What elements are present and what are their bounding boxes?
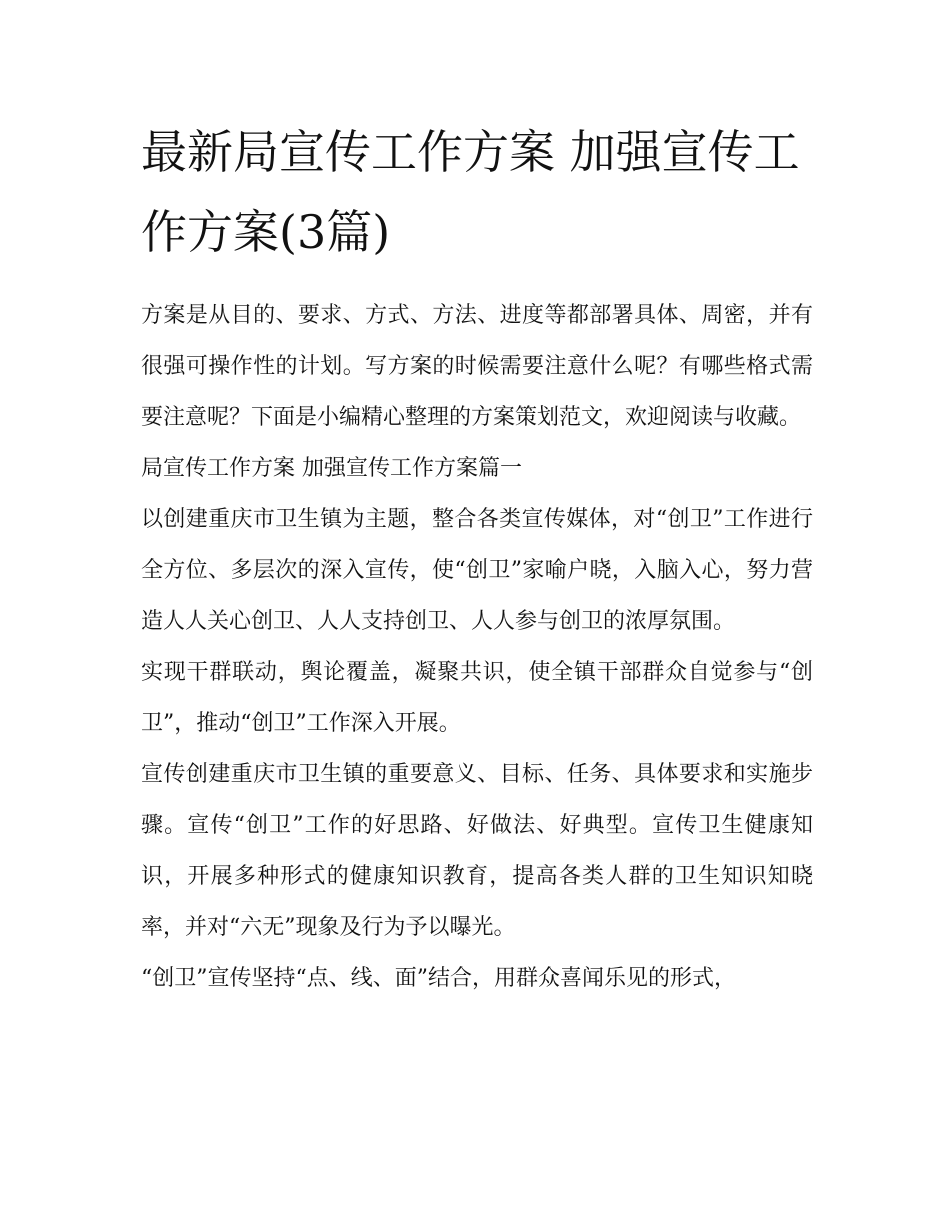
document-title: 最新局宣传工作方案 加强宣传工作方案(3篇) bbox=[141, 125, 800, 259]
document-body bbox=[141, 112, 813, 1004]
body-paragraph: 以创建重庆市卫生镇为主题，整合各类宣传媒体，对“创卫”工作进行全方位、多层次的深入宣传，使“创卫”家喻户晓，入脑入心，努力营造人人关心创卫、人人支持创卫、人人参与创卫的浓厚氛围。 bbox=[141, 507, 813, 634]
body-paragraph: 实现干群联动，舆论覆盖，凝聚共识，使全镇干部群众自觉参与“创卫”，推动“创卫”工作深入开展。 bbox=[141, 660, 813, 736]
body-paragraph: 宣传创建重庆市卫生镇的重要意义、目标、任务、具体要求和实施步骤。宣传“创卫”工作的好思路、好做法、好典型。宣传卫生健康知识，开展多种形式的健康知识教育，提高各类人群的卫生知识知晓率，并对“六无”现象及行为予以曝光。 bbox=[141, 762, 813, 940]
intro-paragraph: 方案是从目的、要求、方式、方法、进度等都部署具体、周密，并有很强可操作性的计划。写方案的时候需要注意什么呢？有哪些格式需要注意呢？下面是小编精心整理的方案策划范文，欢迎阅读与收藏。 bbox=[141, 303, 813, 430]
body-paragraph: “创卫”宣传坚持“点、线、面”结合，用群众喜闻乐见的形式， bbox=[141, 966, 736, 991]
section-heading: 局宣传工作方案 加强宣传工作方案篇一 bbox=[141, 456, 522, 481]
